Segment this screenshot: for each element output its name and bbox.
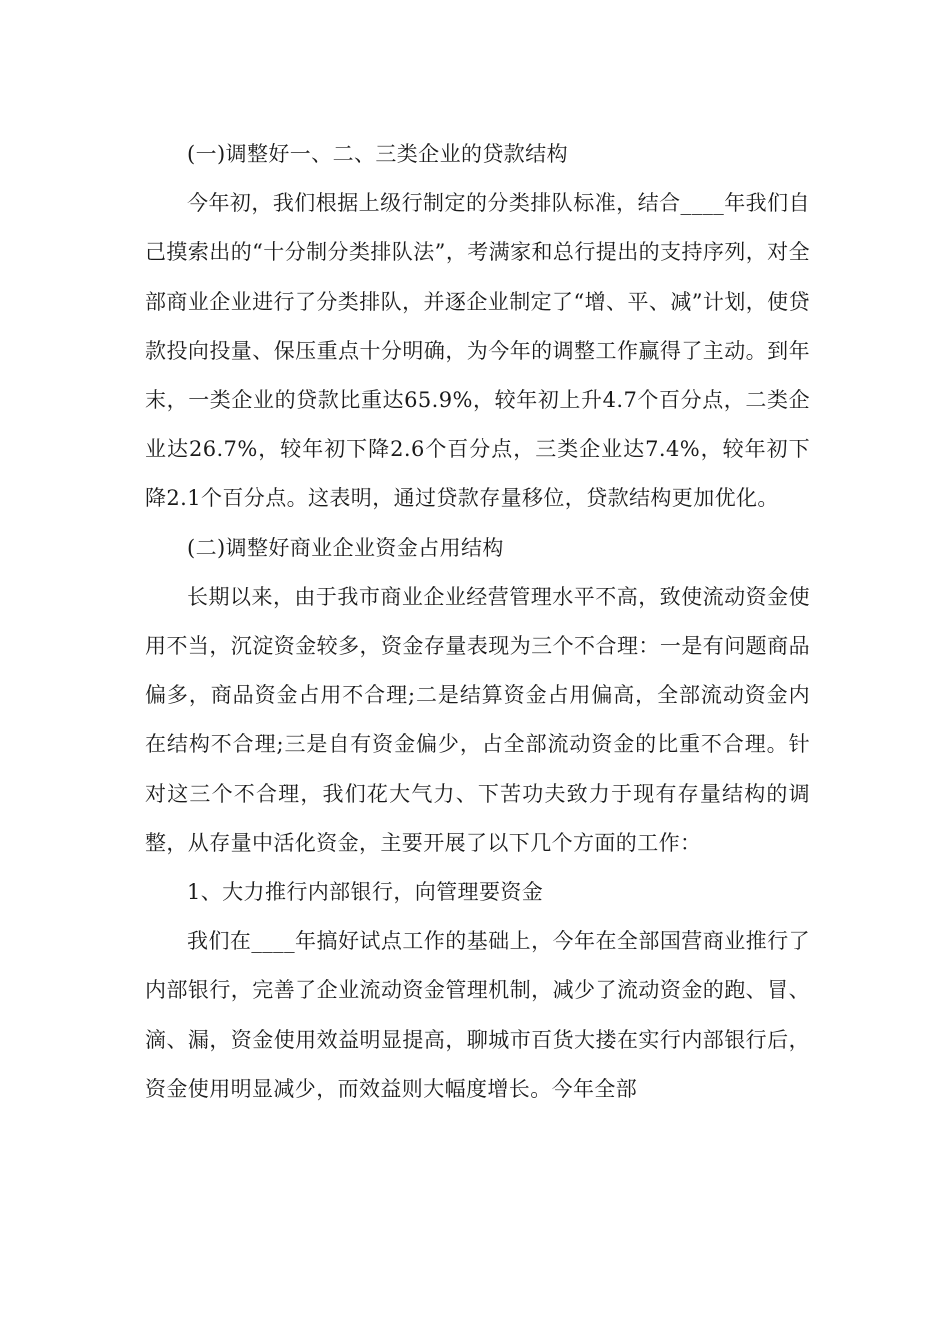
section-heading-loan-structure: (一)调整好一、二、三类企业的贷款结构 [187, 142, 568, 166]
paragraph-internal-bank: 我们在____年搞好试点工作的基础上，今年在全部国营商业推行了内部银行，完善了企业流动资金管理机制，减少了流动资金的跑、冒、滴、漏，资金使用效益明显提高，聊城市百货大搂在实行内部银行后，资金使用明显减少，而效益则大幅度增长。今年全部 [145, 929, 810, 1101]
section-heading-capital-structure: (二)调整好商业企业资金占用结构 [187, 535, 504, 560]
document-body [145, 130, 810, 1114]
paragraph-loan-classification: 今年初，我们根据上级行制定的分类排队标准，结合____年我们自己摸索出的“十分制分类排队法”，考满家和总行提出的支持序列，对全部商业企业进行了分类排队，并逐企业制定了“增、平、减”计划，使贷款投向投量、保压重点十分明确，为今年的调整工作赢得了主动。到年末，一类企业的贷款比重达65.9%，较年初上升4.7个百分点，二类企业达26.7%，较年初下降2.6个百分点，三类企业达7.4%，较年初下降2.1个百分点。这表明，通过贷款存量移位，贷款结构更加优化。 [145, 191, 810, 511]
subsection-heading-internal-bank: 1、大力推行内部银行，向管理要资金 [187, 880, 544, 905]
paragraph-capital-problems: 长期以来，由于我市商业企业经营管理水平不高，致使流动资金使用不当，沉淀资金较多，资金存量表现为三个不合理：一是有问题商品偏多，商品资金占用不合理;二是结算资金占用偏高，全部流动资金内在结构不合理;三是自有资金偏少，占全部流动资金的比重不合理。针对这三个不合理，我们花大气力、下苦功夫致力于现有存量结构的调整，从存量中活化资金，主要开展了以下几个方面的工作： [145, 584, 810, 855]
